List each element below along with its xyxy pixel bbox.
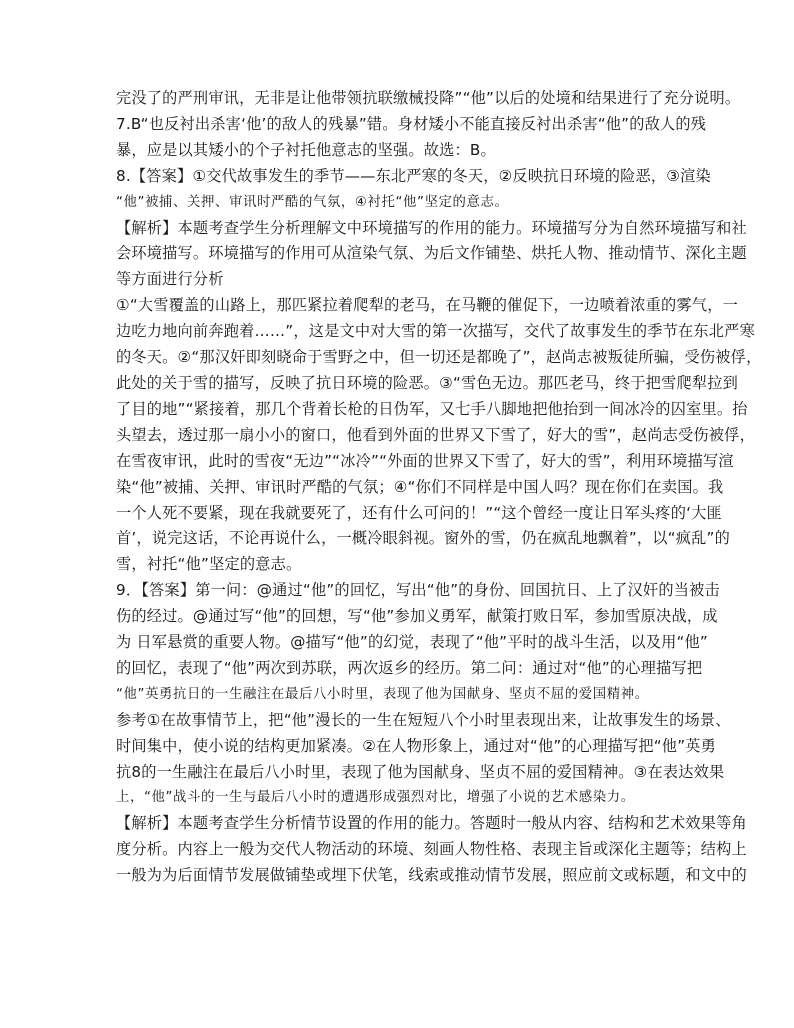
text-line: 此处的关于雪的描写，反映了抗日环境的险恶。③“雪色无边。那匹老马，终于把雪爬犁拉到 [116, 373, 738, 392]
text-line: 一般为为后面情节发展做铺垫或埋下伏笔，线索或推动情节发展，照应前文或标题，和文中的 [116, 866, 747, 885]
text-line: 染“他”被捕、关押、审讯时严酷的气氛；④“你们不同样是中国人吗？现在你们在卖国。我 [116, 477, 724, 496]
text-line: 等方面进行分析 [116, 270, 224, 289]
text-line: 的回忆，表现了“他”两次到苏联，两次返乡的经历。第二问：通过对“他”的心理描写把 [116, 658, 703, 677]
text-line: 抗8的一生融注在最后八小时里，表现了他为国献身、坚贞不屈的爱国精神。③在表达效果 [116, 762, 725, 781]
text-line: 【解析】本题考查学生分析情节设置的作用的能力。答题时一般从内容、结构和艺术效果等角 [116, 814, 747, 833]
text-line: 度分析。内容上一般为交代人物活动的环境、刻画人物性格、表现主旨或深化主题等；结构上 [116, 840, 747, 859]
text-line: 时间集中，使小说的结构更加紧凑。②在人物形象上，通过对“他”的心理描写把“他”英勇 [116, 736, 717, 755]
text-line: 伤的经过。@通过写“他”的回想，写“他”参加义勇军，献策打败日军，参加雪原决战，成 [116, 607, 718, 626]
text-line: 上，“他”战斗的一生与最后八小时的遭遇形成强烈对比，增强了小说的艺术感染力。 [116, 790, 635, 806]
text-line: 头望去，透过那一扇小小的窗口，他看到外面的世界又下雪了，好大的雪”，赵尚志受伤被俘， [116, 425, 755, 444]
text-line: “他”英勇抗日的一生融注在最后八小时里，表现了他为国献身、坚贞不屈的爱国精神。 [116, 686, 649, 702]
text-line: 一个人死不要紧，现在我就要死了，还有什么可问的！”“这个曾经一度让日军头疼的‘大匪 [116, 503, 722, 522]
text-line: “他”被捕、关押、审讯时严酷的气氛，④衬托“他”坚定的意志。 [116, 194, 509, 210]
text-line: 边吃力地向前奔跑着……”，这是文中对大雪的第一次描写，交代了故事发生的季节在东北严寒 [116, 322, 755, 341]
text-line: 【解析】本题考查学生分析理解文中环境描写的作用的能力。环境描写分为自然环境描写和社 [116, 218, 747, 237]
text-line: 参考①在故事情节上，把“他”漫长的一生在短短八个小时里表现出来，让故事发生的场景、 [116, 710, 731, 729]
text-line: 在雪夜审讯，此时的雪夜“无边”“冰冷”“外面的世界又下雪了，好大的雪”，利用环境描写渲 [116, 451, 734, 470]
text-line: 为 日军悬赏的重要人物。@描写“他”的幻觉，表现了“他”平时的战斗生活，以及用“他” [116, 633, 708, 652]
text-line: 会环境描写。环境描写的作用可从渲染气氛、为后文作铺垫、烘托人物、推动情节、深化主题 [116, 244, 747, 263]
text-line: 暴，应是以其矮小的个子衬托他意志的坚强。故选：B。 [116, 140, 496, 159]
text-line: 8.【答案】①交代故事发生的季节——东北严寒的冬天，②反映抗日环境的险恶，③渲染 [116, 166, 711, 185]
text-line: 7.B“也反衬出杀害‘他’的敌人的残暴”错。身材矮小不能直接反衬出杀害“他”的敌人的残 [116, 114, 707, 133]
text-line: 9．【答案】第一问：@通过“他”的回忆，写出“他”的身份、回国抗日、上了汉奸的当被击 [116, 581, 720, 600]
document-page [116, 86, 762, 889]
text-line: 雪，衬托“他”坚定的意志。 [116, 555, 302, 574]
text-line: 的冬天。②“那汉奸即刻晓命于雪野之中，但一切还是都晚了”，赵尚志被叛徒所骗，受伤被俘， [116, 348, 762, 367]
text-line: 了目的地”“紧接着，那几个背着长枪的日伪军，又七手八脚地把他抬到一间冰冷的囚室里。抬 [116, 399, 748, 418]
text-line: ①“大雪覆盖的山路上，那匹紧拉着爬犁的老马，在马鞭的催促下，一边喷着浓重的雾气，一 [116, 296, 738, 315]
text-line: 完没了的严刑审讯，无非是让他带领抗联缴械投降”“他”以后的处境和结果进行了充分说明。 [116, 89, 741, 107]
text-line: 首’，说完这话，不论再说什么，一概冷眼斜视。窗外的雪，仍在疯乱地飘着”，以“疯乱”的 [116, 529, 730, 548]
